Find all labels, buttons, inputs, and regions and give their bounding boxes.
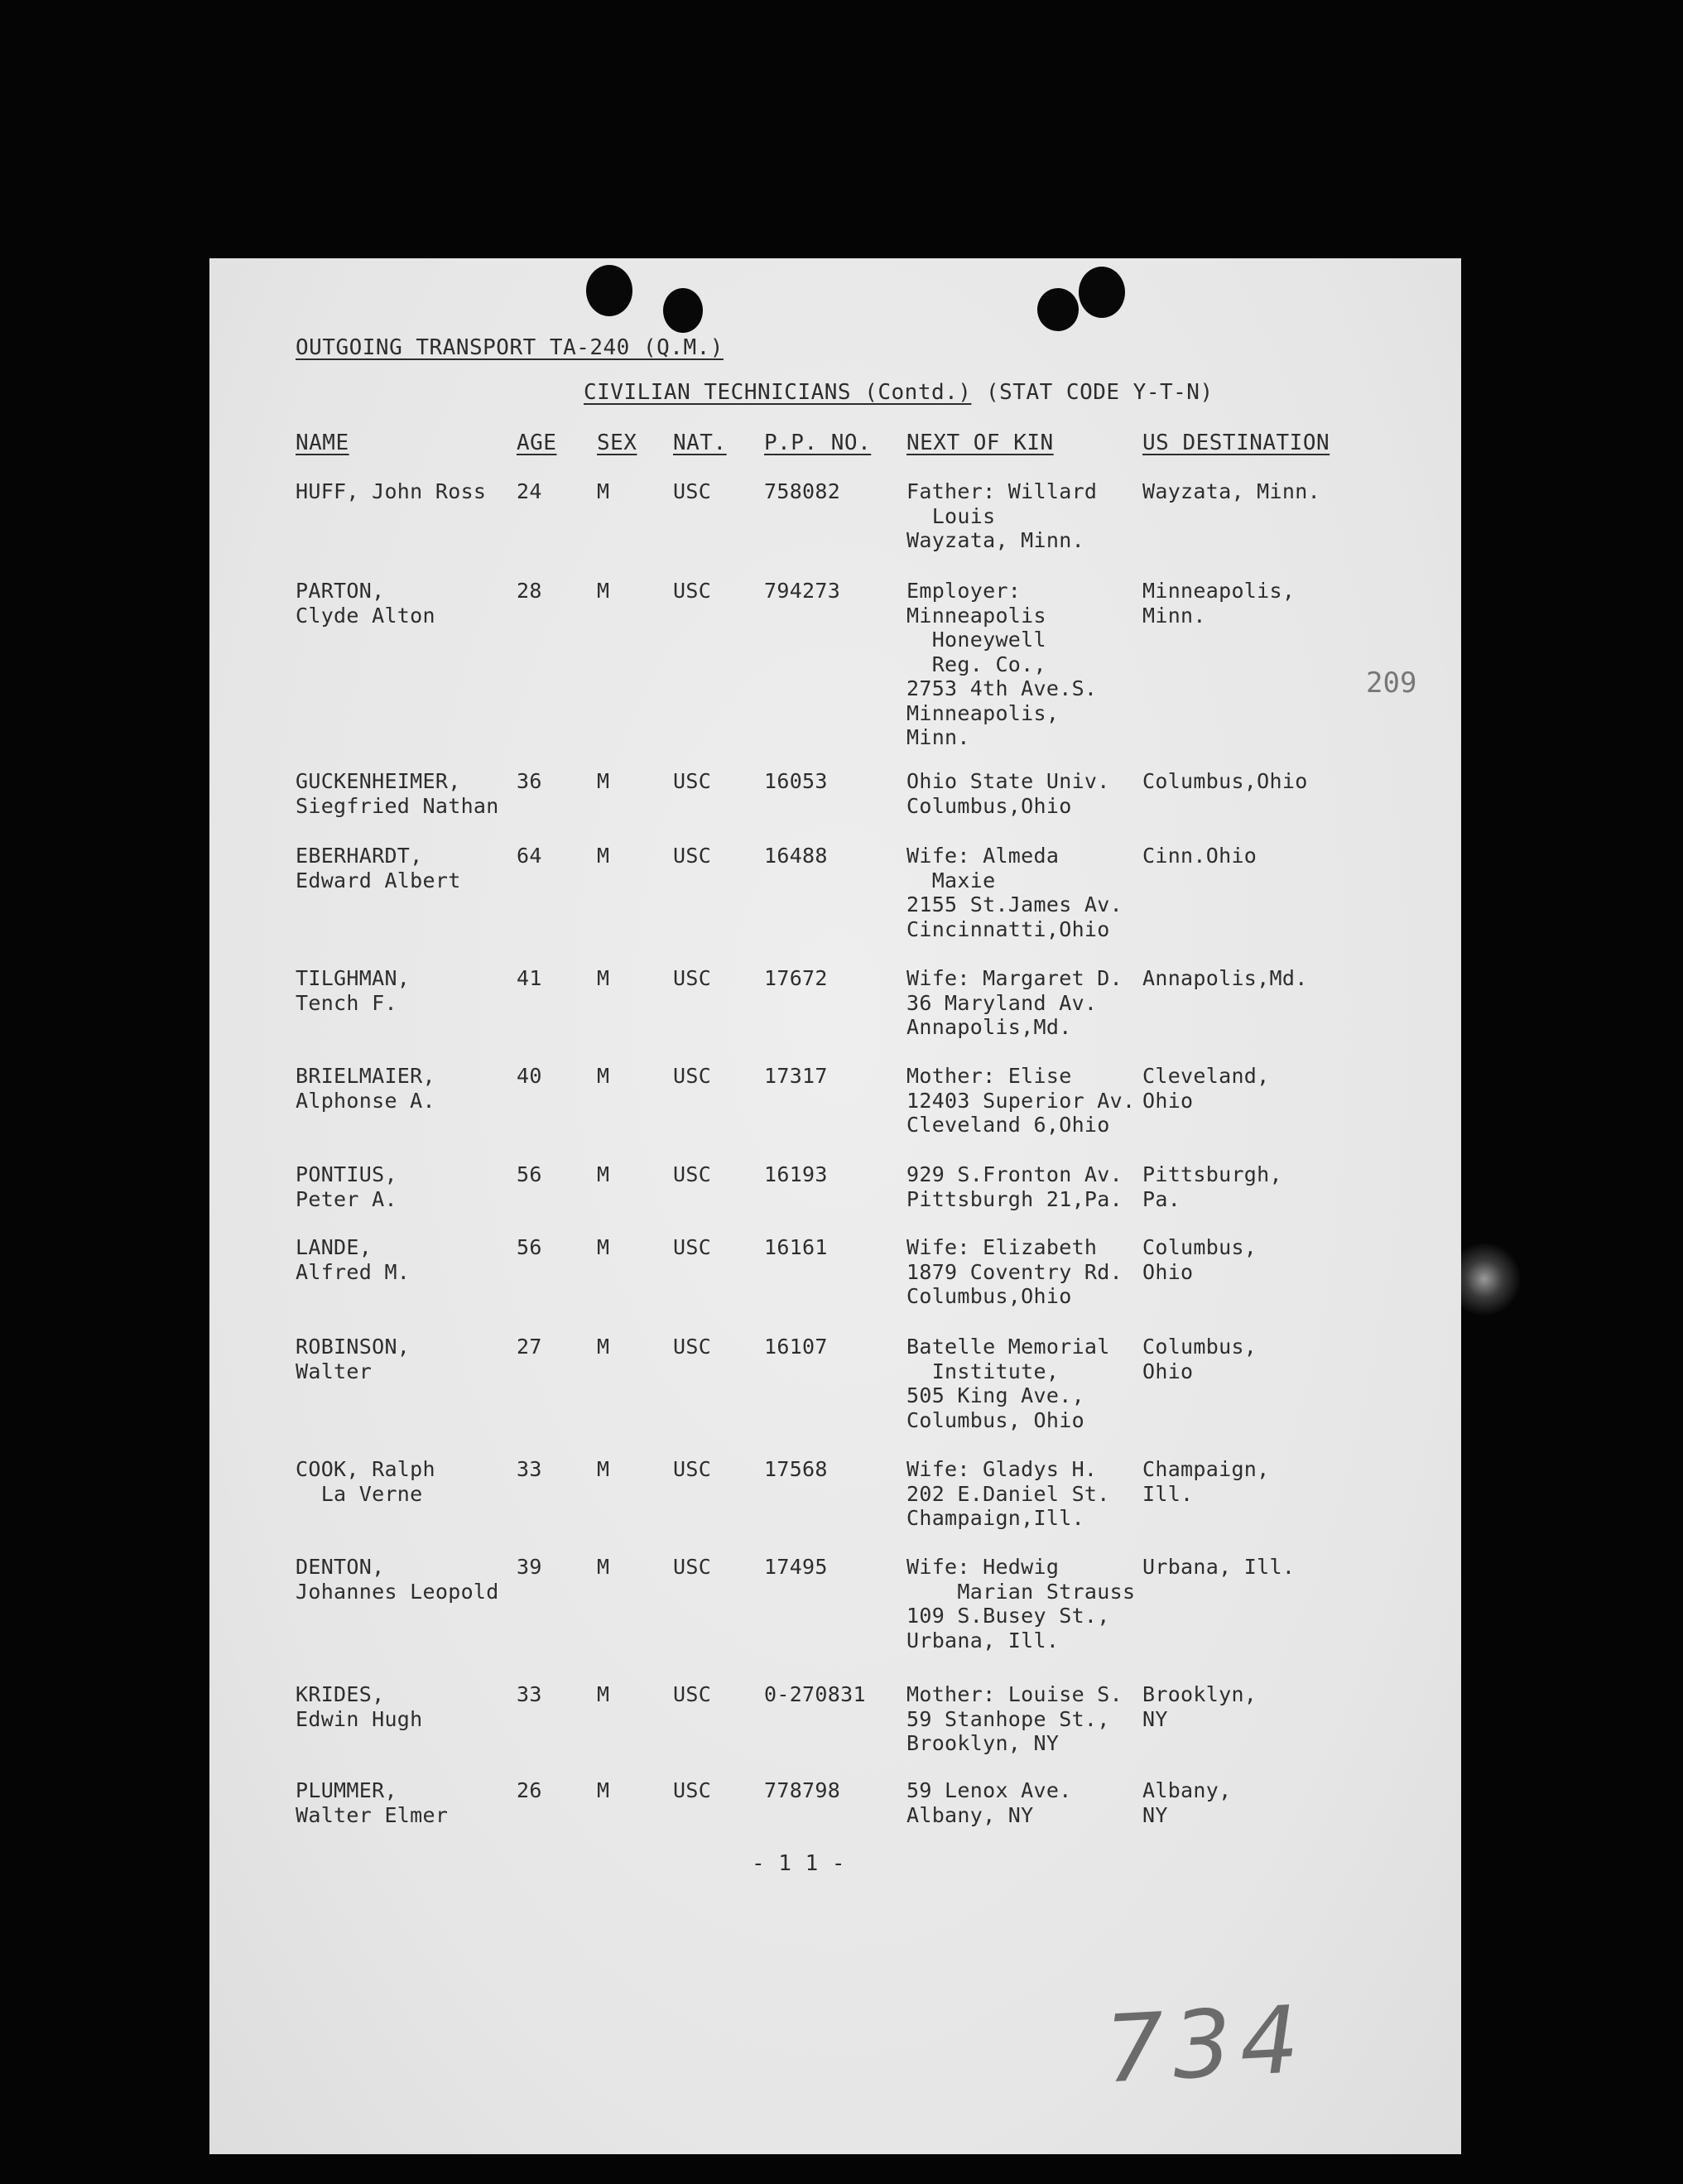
row-next-of-kin: Mother: Louise S. 59 Stanhope St., Brooklyn, NY xyxy=(906,1682,1123,1755)
row-pp-no: 16161 xyxy=(764,1235,828,1259)
handwritten-number: 734 xyxy=(1102,1985,1310,2105)
row-nat: USC xyxy=(673,769,712,793)
row-us-destination: Columbus, Ohio xyxy=(1142,1335,1257,1383)
section-title: CIVILIAN TECHNICIANS (Contd.) xyxy=(584,380,972,405)
row-sex: M xyxy=(597,769,610,793)
row-us-destination: Wayzata, Minn. xyxy=(1142,479,1320,503)
row-name: KRIDES, Edwin Hugh xyxy=(296,1682,423,1731)
stamp-number: 209 xyxy=(1366,666,1417,700)
row-us-destination: Pittsburgh, Pa. xyxy=(1142,1162,1282,1211)
row-name: TILGHMAN, Tench F. xyxy=(296,966,411,1015)
row-name: GUCKENHEIMER, Siegfried Nathan xyxy=(296,769,499,818)
row-age: 56 xyxy=(517,1162,542,1186)
row-us-destination: Annapolis,Md. xyxy=(1142,966,1308,990)
row-age: 33 xyxy=(517,1457,542,1481)
row-nat: USC xyxy=(673,1778,712,1802)
row-sex: M xyxy=(597,1457,610,1481)
row-pp-no: 17317 xyxy=(764,1064,828,1088)
punch-hole xyxy=(586,265,632,316)
row-us-destination: Columbus,Ohio xyxy=(1142,769,1308,793)
row-age: 26 xyxy=(517,1778,542,1802)
punch-hole xyxy=(1079,267,1125,318)
row-pp-no: 758082 xyxy=(764,479,841,503)
row-age: 64 xyxy=(517,844,542,868)
row-age: 56 xyxy=(517,1235,542,1259)
row-name: LANDE, Alfred M. xyxy=(296,1235,411,1284)
row-next-of-kin: Father: Willard Louis Wayzata, Minn. xyxy=(906,479,1098,552)
row-nat: USC xyxy=(673,966,712,990)
row-next-of-kin: Wife: Hedwig Marian Strauss 109 S.Busey St., Urbana, Ill. xyxy=(906,1555,1136,1652)
row-nat: USC xyxy=(673,1235,712,1259)
row-name: HUFF, John Ross xyxy=(296,479,487,503)
row-nat: USC xyxy=(673,1682,712,1706)
column-header-pp-no: P.P. NO. xyxy=(764,431,872,455)
document-title: OUTGOING TRANSPORT TA-240 (Q.M.) xyxy=(296,335,724,360)
row-name: BRIELMAIER, Alphonse A. xyxy=(296,1064,435,1113)
row-age: 33 xyxy=(517,1682,542,1706)
row-next-of-kin: Employer: Minneapolis Honeywell Reg. Co., 2753 4th Ave.S. Minneapolis, Minn. xyxy=(906,579,1098,749)
row-age: 36 xyxy=(517,769,542,793)
row-us-destination: Urbana, Ill. xyxy=(1142,1555,1296,1579)
row-us-destination: Minneapolis, Minn. xyxy=(1142,579,1296,628)
row-us-destination: Cinn.Ohio xyxy=(1142,844,1257,868)
row-pp-no: 17568 xyxy=(764,1457,828,1481)
row-sex: M xyxy=(597,966,610,990)
row-pp-no: 17672 xyxy=(764,966,828,990)
row-nat: USC xyxy=(673,1335,712,1359)
row-sex: M xyxy=(597,579,610,603)
row-age: 24 xyxy=(517,479,542,503)
row-name: PONTIUS, Peter A. xyxy=(296,1162,397,1211)
column-header-nat: NAT. xyxy=(673,431,727,455)
page-number: - 1 1 - xyxy=(752,1851,846,1876)
row-us-destination: Albany, NY xyxy=(1142,1778,1232,1827)
row-sex: M xyxy=(597,1162,610,1186)
row-nat: USC xyxy=(673,1555,712,1579)
row-nat: USC xyxy=(673,1457,712,1481)
row-us-destination: Cleveland, Ohio xyxy=(1142,1064,1270,1113)
row-name: COOK, Ralph La Verne xyxy=(296,1457,435,1506)
row-age: 28 xyxy=(517,579,542,603)
punch-hole xyxy=(663,288,703,333)
row-pp-no: 17495 xyxy=(764,1555,828,1579)
row-age: 27 xyxy=(517,1335,542,1359)
row-nat: USC xyxy=(673,579,712,603)
row-pp-no: 16053 xyxy=(764,769,828,793)
row-age: 40 xyxy=(517,1064,542,1088)
row-sex: M xyxy=(597,1064,610,1088)
row-next-of-kin: 59 Lenox Ave. Albany, NY xyxy=(906,1778,1072,1827)
row-nat: USC xyxy=(673,479,712,503)
row-pp-no: 16488 xyxy=(764,844,828,868)
column-header-us-destination: US DESTINATION xyxy=(1142,431,1330,455)
row-next-of-kin: Wife: Gladys H. 202 E.Daniel St. Champaign,Ill. xyxy=(906,1457,1110,1530)
document-sheet xyxy=(209,258,1461,2154)
row-pp-no: 16193 xyxy=(764,1162,828,1186)
row-name: PARTON, Clyde Alton xyxy=(296,579,435,628)
row-us-destination: Champaign, Ill. xyxy=(1142,1457,1270,1506)
row-us-destination: Columbus, Ohio xyxy=(1142,1235,1257,1284)
column-header-age: AGE xyxy=(517,431,557,455)
row-sex: M xyxy=(597,1682,610,1706)
row-sex: M xyxy=(597,1335,610,1359)
row-pp-no: 0-270831 xyxy=(764,1682,866,1706)
row-next-of-kin: Ohio State Univ. Columbus,Ohio xyxy=(906,769,1110,818)
row-nat: USC xyxy=(673,844,712,868)
row-next-of-kin: Batelle Memorial Institute, 505 King Ave., Columbus, Ohio xyxy=(906,1335,1110,1432)
row-next-of-kin: Wife: Margaret D. 36 Maryland Av. Annapolis,Md. xyxy=(906,966,1123,1039)
row-pp-no: 16107 xyxy=(764,1335,828,1359)
row-name: PLUMMER, Walter Elmer xyxy=(296,1778,449,1827)
row-next-of-kin: Wife: Elizabeth 1879 Coventry Rd. Columbus,Ohio xyxy=(906,1235,1123,1308)
row-next-of-kin: Mother: Elise 12403 Superior Av. Cleveland 6,Ohio xyxy=(906,1064,1136,1137)
row-name: DENTON, Johannes Leopold xyxy=(296,1555,499,1604)
row-us-destination: Brooklyn, NY xyxy=(1142,1682,1257,1731)
row-name: ROBINSON, Walter xyxy=(296,1335,411,1383)
row-sex: M xyxy=(597,844,610,868)
row-pp-no: 778798 xyxy=(764,1778,841,1802)
row-pp-no: 794273 xyxy=(764,579,841,603)
row-next-of-kin: 929 S.Fronton Av. Pittsburgh 21,Pa. xyxy=(906,1162,1123,1211)
column-header-name: NAME xyxy=(296,431,349,455)
punch-hole xyxy=(1037,288,1079,331)
row-nat: USC xyxy=(673,1064,712,1088)
row-sex: M xyxy=(597,1235,610,1259)
row-nat: USC xyxy=(673,1162,712,1186)
row-age: 41 xyxy=(517,966,542,990)
column-header-sex: SEX xyxy=(597,431,637,455)
row-name: EBERHARDT, Edward Albert xyxy=(296,844,461,892)
stat-code: (STAT CODE Y-T-N) xyxy=(986,380,1214,405)
row-sex: M xyxy=(597,479,610,503)
column-header-next-of-kin: NEXT OF KIN xyxy=(906,431,1054,455)
row-sex: M xyxy=(597,1778,610,1802)
row-age: 39 xyxy=(517,1555,542,1579)
row-next-of-kin: Wife: Almeda Maxie 2155 St.James Av. Cincinnatti,Ohio xyxy=(906,844,1123,941)
row-sex: M xyxy=(597,1555,610,1579)
